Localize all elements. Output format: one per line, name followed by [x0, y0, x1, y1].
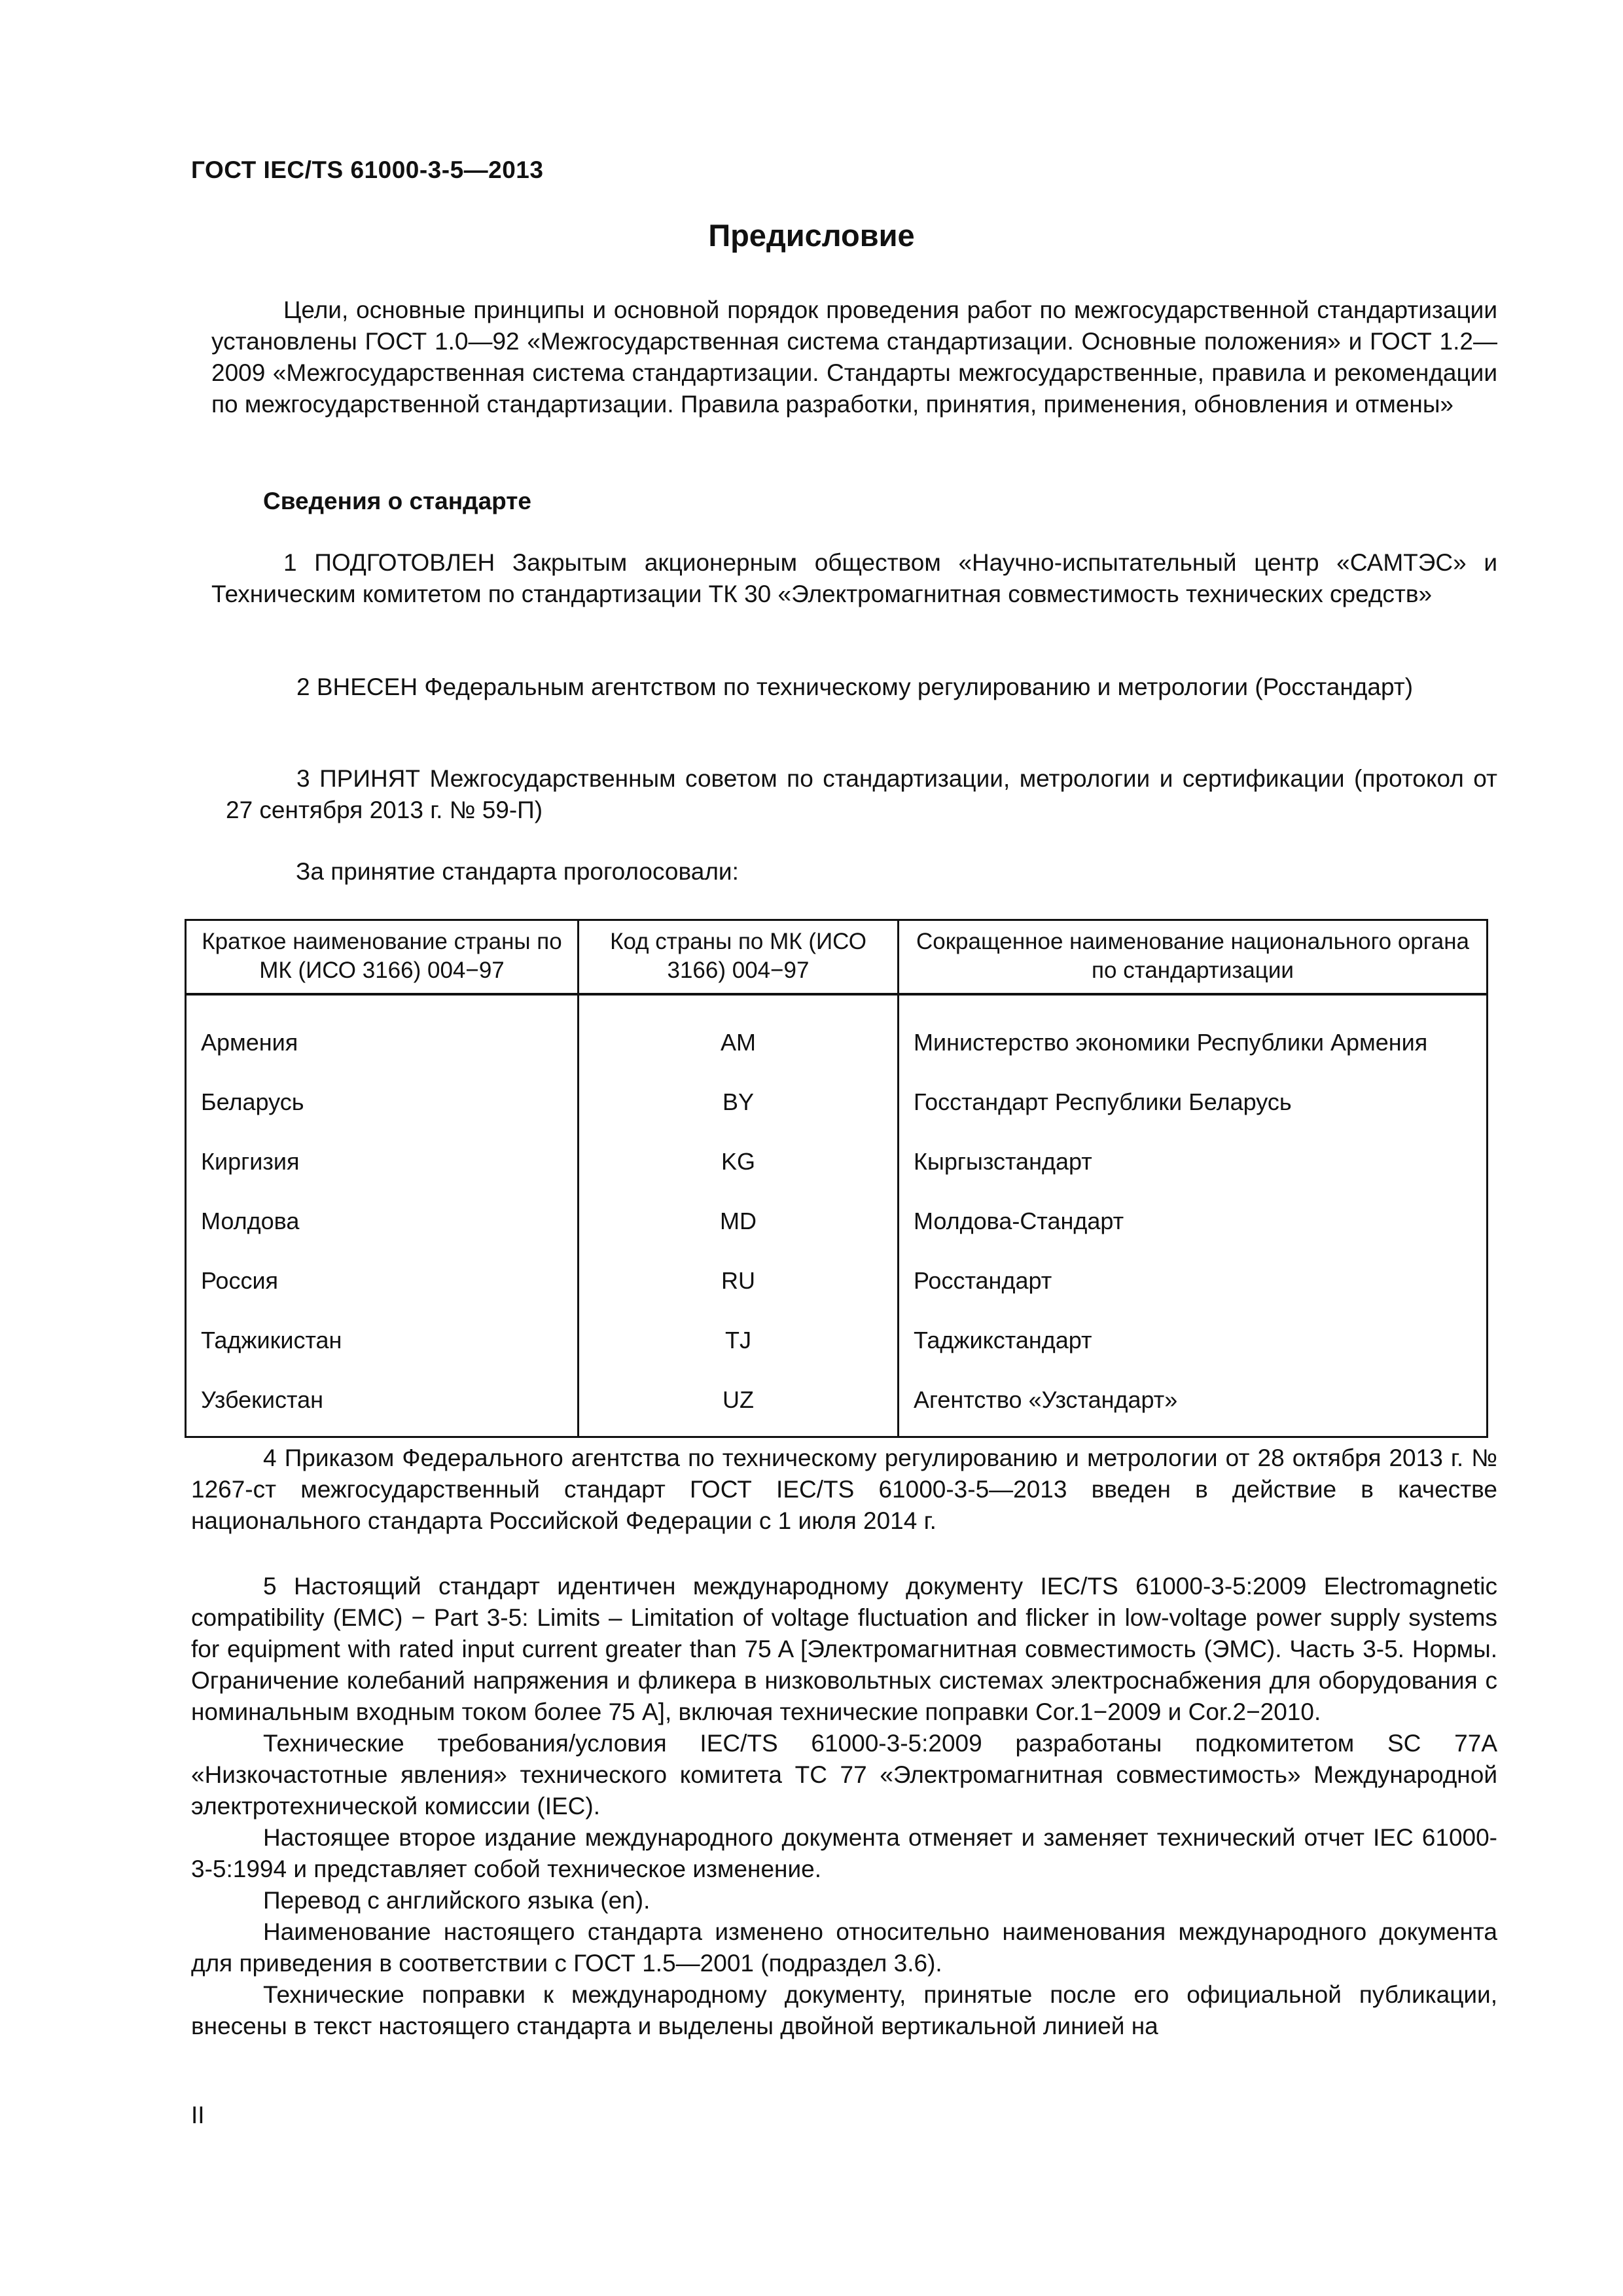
- voted-label: За принятие стандарта проголосовали:: [296, 858, 739, 885]
- item-5-section: [191, 1571, 1497, 2042]
- code-cell: RU: [579, 1251, 899, 1310]
- standard-info-heading: Сведения о стандарте: [263, 488, 531, 514]
- code-cell: AM: [579, 994, 899, 1072]
- country-cell: Армения: [186, 994, 579, 1072]
- code-cell: KG: [579, 1132, 899, 1191]
- table-row: [186, 1191, 1488, 1251]
- name-change-paragraph: Наименование настоящего стандарта изменено относительно наименования международного документа для приведения в соответствии с ГОСТ 1.5—2001 (подраздел 3.6).: [191, 1918, 1497, 1977]
- body-cell: Министерство экономики Республики Армения: [899, 994, 1488, 1072]
- code-cell: TJ: [579, 1310, 899, 1370]
- country-cell: Киргизия: [186, 1132, 579, 1191]
- item-2-introduced: 2 ВНЕСЕН Федеральным агентством по техническому регулированию и метрологии (Росстандарт): [296, 673, 1414, 700]
- table-row: [186, 1370, 1488, 1437]
- document-code-header: ГОСТ IEC/TS 61000-3-5—2013: [191, 156, 544, 183]
- code-cell: MD: [579, 1191, 899, 1251]
- table-row: [186, 1251, 1488, 1310]
- code-cell: BY: [579, 1072, 899, 1132]
- body-cell: Таджикстандарт: [899, 1310, 1488, 1370]
- translation-paragraph: Перевод с английского языка (en).: [263, 1887, 651, 1914]
- column-header-country: Краткое наименование страны по МК (ИСО 3166) 004−97: [186, 920, 579, 995]
- goals-paragraph: Цели, основные принципы и основной порядок проведения работ по межгосударственной стандартизации установлены ГОСТ 1.0—92 «Межгосударственная система стандартизации. Основные положения» и ГОСТ 1.2—2009 «Межгосударственная система стандартизации. Стандарты межгосударственные, правила и рекомендации по межгосударственной стандартизации. Правила разработки, принятия, применения, обновления и отмены»: [211, 296, 1497, 418]
- tech-requirements-paragraph: Технические требования/условия IEC/TS 61000-3-5:2009 разработаны подкомитетом SC 77A «Низкочастотные явления» технического комитета ТС 77 «Электромагнитная совместимость» Международной электротехнической комиссии (IEC).: [191, 1730, 1497, 1820]
- table-row: [186, 994, 1488, 1072]
- table-row: [186, 1072, 1488, 1132]
- corrections-paragraph: Технические поправки к международному документу, принятые после его официальной публикации, внесены в текст настоящего стандарта и выделены двойной вертикальной линией на: [191, 1981, 1497, 2039]
- body-cell: Кыргызстандарт: [899, 1132, 1488, 1191]
- country-cell: Россия: [186, 1251, 579, 1310]
- body-cell: Госстандарт Республики Беларусь: [899, 1072, 1488, 1132]
- body-cell: Молдова-Стандарт: [899, 1191, 1488, 1251]
- country-cell: Таджикистан: [186, 1310, 579, 1370]
- body-cell: Росстандарт: [899, 1251, 1488, 1310]
- page-number: II: [191, 2102, 205, 2128]
- table-header-row: [186, 920, 1488, 995]
- code-cell: UZ: [579, 1370, 899, 1437]
- column-header-code: Код страны по МК (ИСО 3166) 004−97: [579, 920, 899, 995]
- column-header-body: Сокращенное наименование национального органа по стандартизации: [899, 920, 1488, 995]
- country-cell: Узбекистан: [186, 1370, 579, 1437]
- table-row: [186, 1132, 1488, 1191]
- table-row: [186, 1310, 1488, 1370]
- item-3-adopted: 3 ПРИНЯТ Межгосударственным советом по стандартизации, метрологии и сертификации (протокол от 27 сентября 2013 г. № 59-П): [226, 765, 1497, 823]
- page-title: Предисловие: [708, 218, 915, 253]
- country-cell: Молдова: [186, 1191, 579, 1251]
- item-4-order: 4 Приказом Федерального агентства по техническому регулированию и метрологии от 28 октября 2013 г. № 1267-ст межгосударственный стандарт ГОСТ IEC/TS 61000-3-5—2013 введен в действие в качестве национального стандарта Российской Федерации с 1 июля 2014 г.: [191, 1444, 1497, 1534]
- item-5-identity-paragraph: 5 Настоящий стандарт идентичен международному документу IEC/TS 61000-3-5:2009 Electromagnetic compatibility (EMC) − Part 3-5: Limits – Limitation of voltage fluctuation and flicker in low-voltage power supply systems for equipment with rated input current greater than 75 A [Электромагнитная совместимость (ЭМС). Часть 3-5. Нормы. Ограничение колебаний напряжения и фликера в низковольтных системах электроснабжения для оборудования с номинальным входным током более 75 А], включая технические поправки Cor.1−2009 и Cor.2−2010.: [191, 1573, 1497, 1725]
- voting-countries-table: [185, 919, 1488, 1438]
- item-1-prepared: 1 ПОДГОТОВЛЕН Закрытым акционерным обществом «Научно-испытательный центр «САМТЭС» и Техническим комитетом по стандартизации ТК 30 «Электромагнитная совместимость технических средств»: [211, 549, 1497, 607]
- second-edition-paragraph: Настоящее второе издание международного документа отменяет и заменяет технический отчет IEC 61000-3-5:1994 и представляет собой техническое изменение.: [191, 1824, 1497, 1882]
- body-cell: Агентство «Узстандарт»: [899, 1370, 1488, 1437]
- country-cell: Беларусь: [186, 1072, 579, 1132]
